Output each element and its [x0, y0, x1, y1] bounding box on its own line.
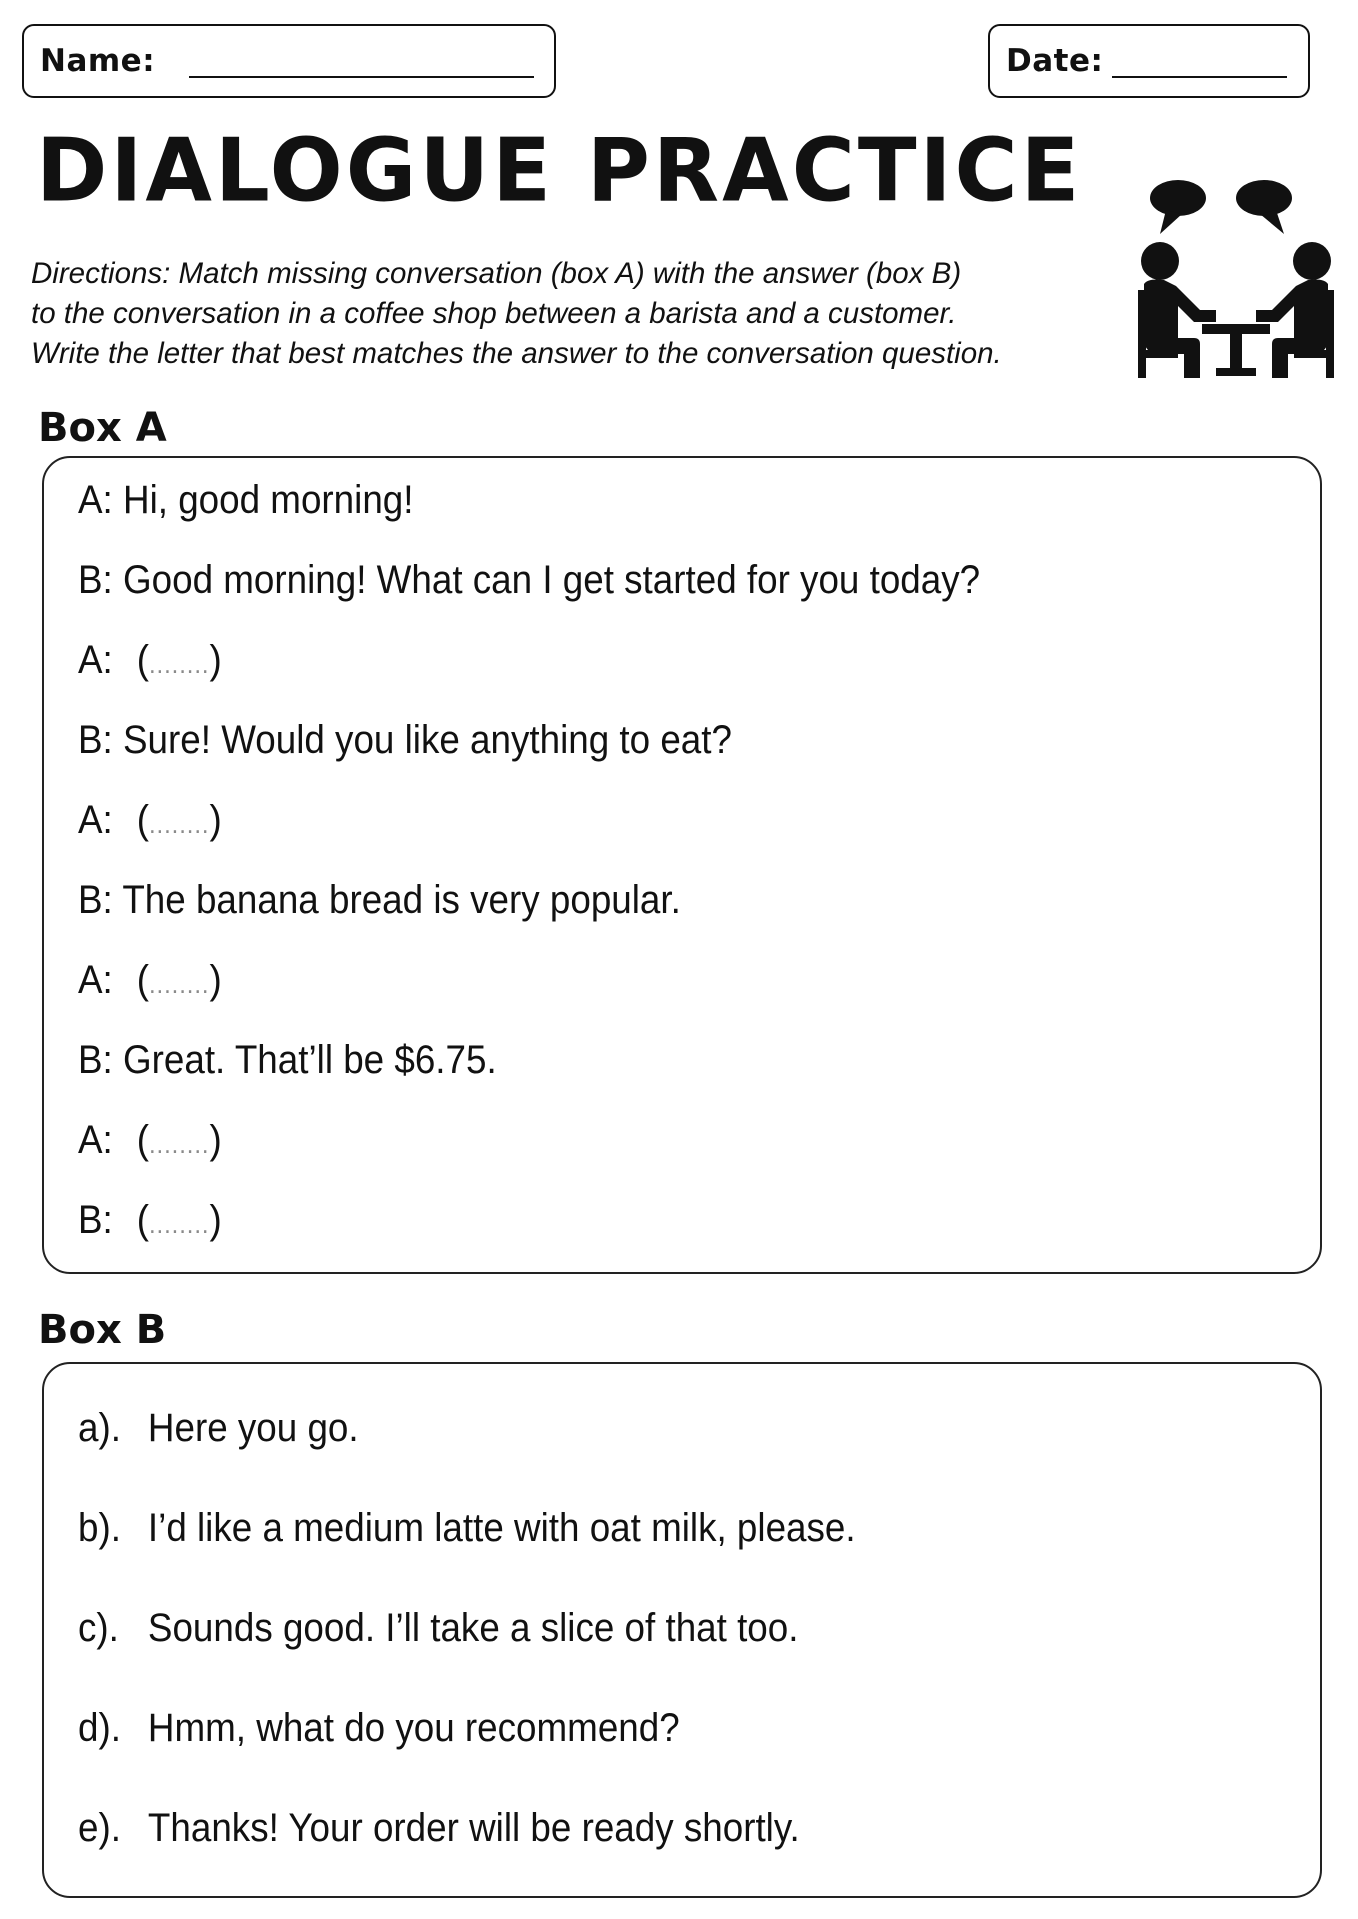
option-text: Here you go.	[147, 1406, 359, 1450]
dialogue-line	[78, 640, 222, 680]
option-text: Hmm, what do you recommend?	[147, 1706, 680, 1750]
date-label: Date:	[1006, 43, 1104, 79]
directions	[31, 254, 1121, 374]
dialogue-line	[78, 560, 980, 600]
dialogue-line	[78, 1040, 497, 1080]
page-title: DIALOGUE PRACTICE	[36, 120, 1083, 222]
dialogue-line	[78, 1200, 222, 1240]
two-people-talking-at-table-icon	[1138, 178, 1334, 378]
option-letter: b).	[78, 1506, 121, 1550]
answer-option	[78, 1408, 359, 1448]
option-letter: e).	[78, 1806, 121, 1850]
speaker: A:	[78, 478, 113, 522]
speaker: B:	[78, 1038, 113, 1082]
speaker: B:	[78, 558, 113, 602]
name-field-box	[22, 24, 556, 98]
answer-blank[interactable]: (........)	[136, 638, 222, 682]
speaker: B:	[78, 1198, 113, 1242]
option-letter: c).	[78, 1606, 119, 1650]
answer-option	[78, 1808, 800, 1848]
box-b-panel	[42, 1362, 1322, 1898]
dialogue-text: Great. That’ll be $6.75.	[123, 1038, 497, 1082]
answer-blank[interactable]: (........)	[136, 1198, 222, 1242]
directions-line: Directions: Match missing conversation (box A) with the answer (box B)	[31, 257, 962, 290]
dialogue-text: Hi, good morning!	[123, 478, 414, 522]
name-label: Name:	[40, 43, 156, 79]
dialogue-line	[78, 880, 681, 920]
option-text: Thanks! Your order will be ready shortly.	[147, 1806, 800, 1850]
answer-option	[78, 1708, 680, 1748]
answer-option	[78, 1508, 856, 1548]
option-text: Sounds good. I’ll take a slice of that too.	[147, 1606, 799, 1650]
answer-blank[interactable]: (........)	[136, 958, 222, 1002]
dialogue-text: The banana bread is very popular.	[122, 878, 681, 922]
date-field-box	[988, 24, 1310, 98]
speaker: A:	[78, 798, 113, 842]
option-letter: d).	[78, 1706, 121, 1750]
dialogue-line	[78, 800, 222, 840]
speaker: B:	[78, 718, 113, 762]
directions-line: to the conversation in a coffee shop between a barista and a customer.	[31, 297, 957, 330]
box-a-panel	[42, 456, 1322, 1274]
answer-blank[interactable]: (........)	[136, 798, 222, 842]
dialogue-line	[78, 960, 222, 1000]
date-input-line[interactable]	[1112, 76, 1287, 78]
dialogue-line	[78, 1120, 222, 1160]
speaker: A:	[78, 1118, 113, 1162]
dialogue-text: Sure! Would you like anything to eat?	[123, 718, 732, 762]
answer-option	[78, 1608, 798, 1648]
name-input-line[interactable]	[189, 76, 534, 78]
speaker: A:	[78, 958, 113, 1002]
box-a-heading: Box A	[38, 405, 167, 451]
option-letter: a).	[78, 1406, 121, 1450]
box-b-heading: Box B	[38, 1307, 167, 1353]
dialogue-line	[78, 720, 732, 760]
directions-line: Write the letter that best matches the answer to the conversation question.	[31, 337, 1002, 370]
speaker: B:	[78, 878, 113, 922]
answer-blank[interactable]: (........)	[136, 1118, 222, 1162]
speaker: A:	[78, 638, 113, 682]
option-text: I’d like a medium latte with oat milk, please.	[147, 1506, 856, 1550]
dialogue-line	[78, 480, 413, 520]
dialogue-text: Good morning! What can I get started for you today?	[123, 558, 981, 602]
